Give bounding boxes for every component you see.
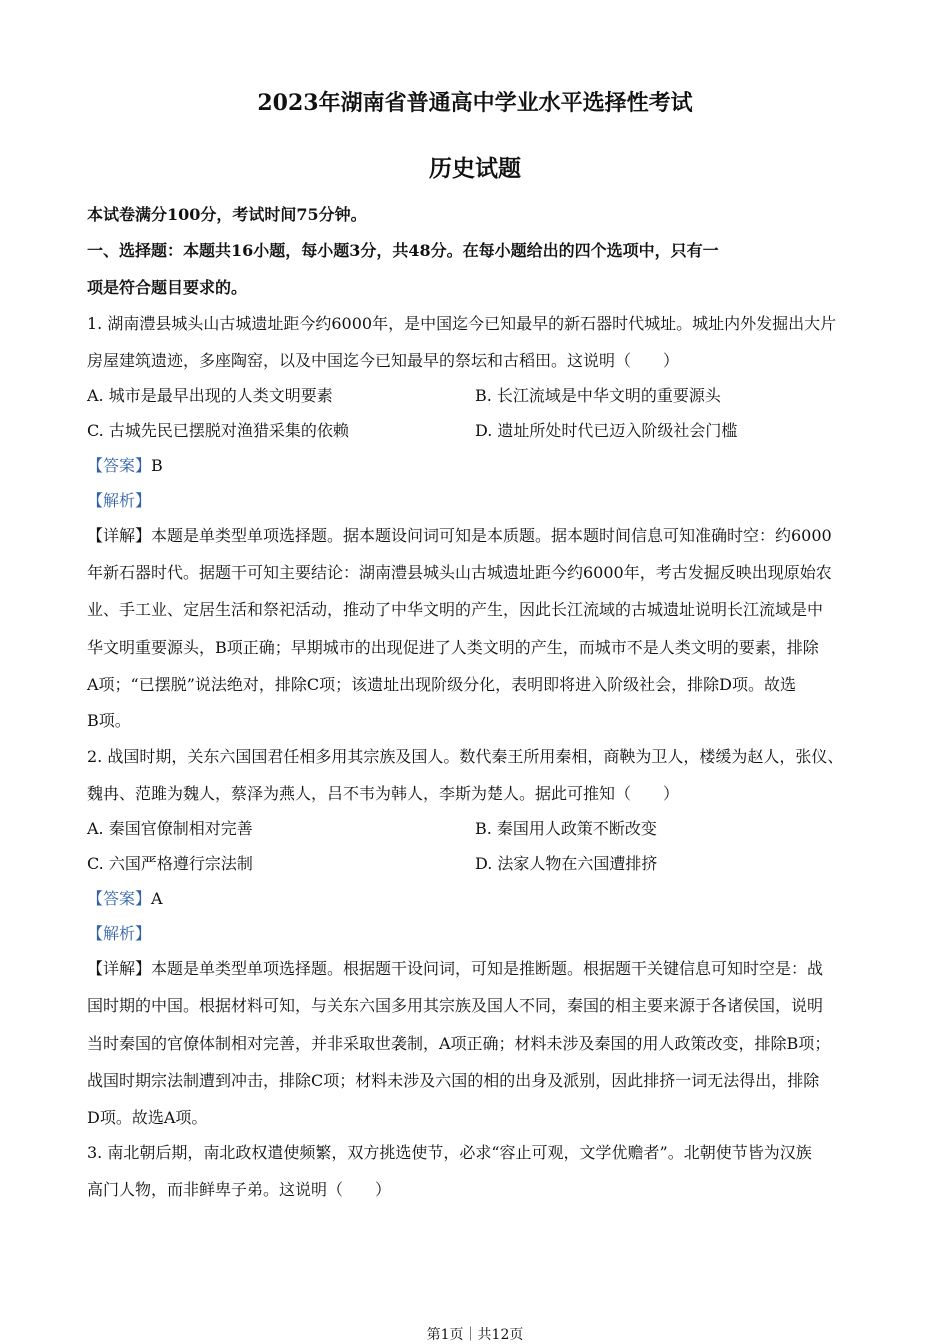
q2-answer <box>87 889 163 909</box>
q2-detail-line-5: D项。故选A项。 <box>87 1108 208 1127</box>
q1-detail-line-5: A项；“已摆脱”说法绝对，排除C项；该遗址出现阶级分化，表明即将进入阶级社会，排除D项。故选 <box>87 675 796 694</box>
q2-detail-line-4: 战国时期宗法制遭到冲击，排除C项；材料未涉及六国的相的出身及派别，因此排挤一词无法得出，排除 <box>87 1071 820 1090</box>
exam-subtitle: 历史试题 <box>429 155 521 182</box>
q1-option-d: D. 遗址所处时代已迈入阶级社会门槛 <box>475 421 738 440</box>
q2-stem-line-2: 魏冉、范雎为魏人，蔡泽为燕人，吕不韦为韩人，李斯为楚人。据此可推知（ ） <box>87 784 680 803</box>
q1-answer-tag: 【答案】 <box>87 456 152 475</box>
q1-analysis-tag: 【解析】 <box>87 491 152 510</box>
q1-stem-line-2: 房屋建筑遗迹，多座陶窑，以及中国迄今已知最早的祭坛和古稻田。这说明（ ） <box>87 351 680 370</box>
q1-detail-line-4: 华文明重要源头，B项正确；早期城市的出现促进了人类文明的产生，而城市不是人类文明的要素，排除 <box>87 638 819 657</box>
q2-detail-line-2: 国时期的中国。根据材料可知，与关东六国多用其宗族及国人不同，秦国的相主要来源于各诸侯国，说明 <box>87 996 824 1015</box>
q1-option-b: B. 长江流域是中华文明的重要源头 <box>475 386 721 405</box>
q2-option-d: D. 法家人物在六国遭排挤 <box>475 854 658 873</box>
q1-answer <box>87 456 163 476</box>
exam-intro: 本试卷满分100分，考试时间75分钟。 <box>87 205 367 224</box>
q2-option-c: C. 六国严格遵行宗法制 <box>87 854 253 873</box>
q1-stem-line-1: 1. 湖南澧县城头山古城遗址距今约6000年，是中国迄今已知最早的新石器时代城址。城址内外发掘出大片 <box>87 314 837 333</box>
q2-answer-tag: 【答案】 <box>87 889 152 908</box>
q2-detail-line-3: 当时秦国的官僚体制相对完善，并非采取世袭制，A项正确；材料未涉及秦国的用人政策改变，排除B项； <box>87 1034 831 1053</box>
q1-answer-value: B <box>151 456 163 475</box>
q1-option-c: C. 古城先民已摆脱对渔猎采集的依赖 <box>87 421 349 440</box>
q2-detail-line-1: 【详解】本题是单类型单项选择题。根据题干设问词，可知是推断题。根据题干关键信息可知时空是：战 <box>87 959 824 978</box>
section-heading-line-1: 一、选择题：本题共16小题，每小题3分，共48分。在每小题给出的四个选项中，只有一 <box>87 241 719 260</box>
q2-option-b: B. 秦国用人政策不断改变 <box>475 819 657 838</box>
q3-stem-line-2: 高门人物，而非鲜卑子弟。这说明（ ） <box>87 1180 392 1199</box>
exam-title: 2023年湖南省普通高中学业水平选择性考试 <box>257 90 693 116</box>
q2-stem-line-1: 2. 战国时期，关东六国国君任相多用其宗族及国人。数代秦王所用秦相，商鞅为卫人，楼缓为赵人，张仪、 <box>87 747 844 766</box>
q1-detail-line-2: 年新石器时代。据题干可知主要结论：湖南澧县城头山古城遗址距今约6000年，考古发掘反映出现原始农 <box>87 563 832 582</box>
q2-analysis-tag: 【解析】 <box>87 924 152 943</box>
q1-detail-line-6: B项。 <box>87 711 131 730</box>
q1-detail-line-1: 【详解】本题是单类型单项选择题。据本题设问词可知是本质题。据本题时间信息可知准确时空：约6000 <box>87 526 832 545</box>
page-footer: 第1页｜共12页 <box>426 1327 524 1343</box>
q2-option-a: A. 秦国官僚制相对完善 <box>87 819 253 838</box>
q1-detail-line-3: 业、手工业、定居生活和祭祀活动，推动了中华文明的产生，因此长江流域的古城遗址说明长江流域是中 <box>87 600 824 619</box>
section-heading-line-2: 项是符合题目要求的。 <box>87 278 248 297</box>
q1-option-a: A. 城市是最早出现的人类文明要素 <box>87 386 333 405</box>
q2-answer-value: A <box>151 889 163 908</box>
q3-stem-line-1: 3. 南北朝后期，南北政权遣使频繁，双方挑选使节，必求“容止可观，文学优赡者”。北朝使节皆为汉族 <box>87 1143 812 1162</box>
